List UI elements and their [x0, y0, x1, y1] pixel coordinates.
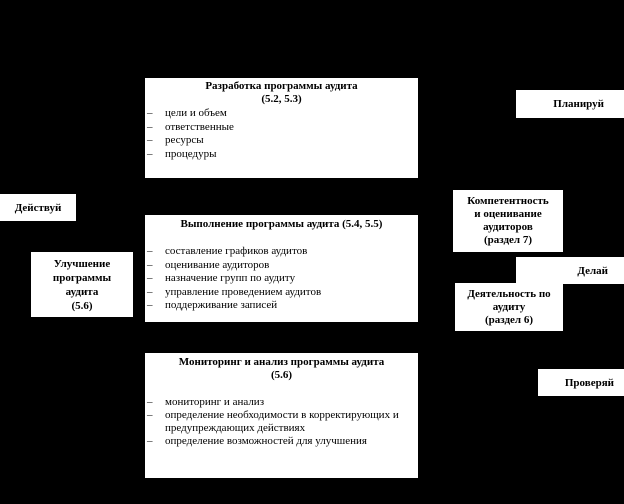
monitor-program-ref: (5.6): [270, 369, 293, 381]
check-label: Проверяй: [538, 369, 624, 396]
develop-program-box: [144, 77, 419, 179]
competence-line: аудиторов: [483, 221, 533, 233]
implement-item: – назначение групп по аудиту: [147, 272, 414, 286]
implement-item: – поддерживание записей: [147, 299, 414, 313]
act-label: Действуй: [0, 194, 76, 221]
competence-line: и оценивание: [474, 208, 542, 220]
competence-box: [453, 190, 563, 252]
improve-line: программы: [52, 271, 112, 284]
competence-line: (раздел 7): [483, 234, 533, 246]
improve-program-box: [30, 251, 134, 318]
improve-line: (5.6): [71, 299, 93, 312]
competence-line: Компетентность: [467, 195, 549, 207]
develop-item: – цели и объем: [147, 107, 414, 121]
improve-line: аудита: [65, 285, 99, 298]
plan-label: Планируй: [516, 90, 624, 118]
develop-item: – ответственные: [147, 121, 414, 135]
implement-program-box: [144, 214, 419, 323]
do-label: Делай: [516, 257, 624, 284]
audit-activities-box: [455, 283, 563, 331]
monitor-program-title: Мониторинг и анализ программы аудита: [178, 356, 385, 368]
activities-line: (раздел 6): [484, 313, 534, 326]
monitor-item: – мониторинг и анализ: [147, 396, 414, 409]
monitor-program-box: [144, 352, 419, 479]
activities-line: аудиту: [492, 300, 526, 313]
monitor-item: – определение возможностей для улучшения: [147, 435, 414, 448]
develop-program-title: Разработка программы аудита: [205, 80, 358, 92]
activities-line: Деятельность по: [467, 287, 551, 300]
implement-item: – составление графиков аудитов: [147, 245, 414, 259]
implement-program-title: Выполнение программы аудита (5.4, 5.5): [180, 218, 383, 230]
implement-item: – оценивание аудиторов: [147, 259, 414, 273]
develop-item: – ресурсы: [147, 134, 414, 148]
develop-program-ref: (5.2, 5.3): [261, 93, 302, 105]
implement-item: – управление проведением аудитов: [147, 286, 414, 300]
develop-item: – процедуры: [147, 148, 414, 162]
monitor-item: – определение необходимости в корректирующих и предупреждающих действиях: [147, 409, 414, 435]
improve-line: Улучшение: [53, 257, 111, 270]
